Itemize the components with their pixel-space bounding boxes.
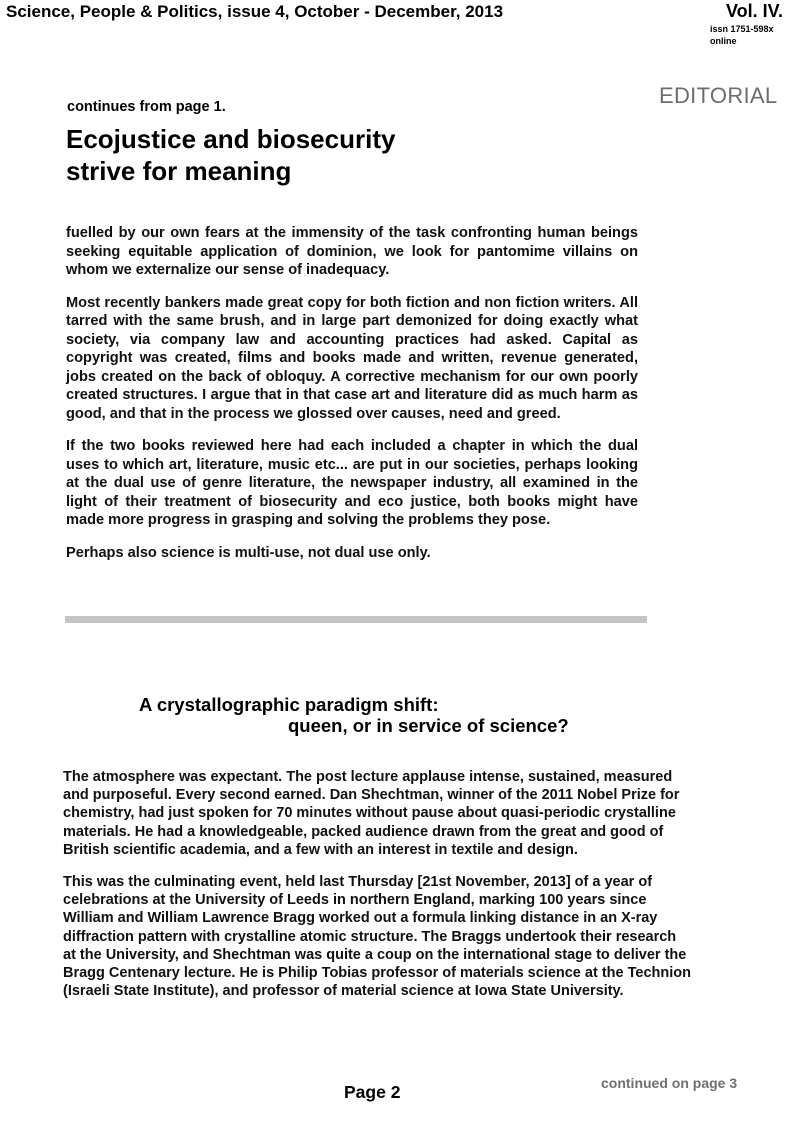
publication-name: Science, People & Politics, [6,2,223,21]
paragraph: This was the culminating event, held last Thursday [21st November, 2013] of a year of celebrations at the University of Leeds in northern England, marking 100 years since William and William Lawrence Bragg worked out a formula linking distance in an X-ray diffraction pattern with crystalline atomic structure. The Braggs undertook their research at the University, and Shechtman was quite a coup on the international stage to deliver the Bragg Centenary lecture. He is Philip Tobias professor of materials science at the Technion (Israeli State Institute), and professor of material science at Iowa State University. [63,874,691,1000]
article-title-line-1: Ecojustice and biosecurity [66,124,396,154]
paragraph: The atmosphere was expectant. The post lecture applause intense, sustained, measured and purposeful. Every second earned. Dan Shechtman, winner of the 2011 Nobel Prize for chemistry, had just spoken for 70 minutes without pause about quasi-periodic crystalline materials. He had a knowledgeable, packed audience drawn from the great and good of British scientific academia, and a few with an interest in textile and design. [63,769,680,858]
paragraph: fuelled by our own fears at the immensity of the task confronting human beings seeking equitable application of dominion, we look for pantomime villains on whom we externalize our sense of inadequacy. [66,225,638,278]
issn-block [710,23,774,47]
second-article-body [63,768,693,1014]
article-title [66,123,395,187]
paragraph: If the two books reviewed here had each included a chapter in which the dual uses to which art, literature, music etc... are put in our societies, perhaps looking at the dual use of genre literature, the newspaper industry, all examined in the light of their treatment of biosecurity and eco justice, both books might have made more progress in grasping and solving the problems they pose. [66,438,638,528]
volume-label: Vol. IV. [725,1,783,21]
article-title-line-2: strive for meaning [66,156,292,186]
section-label: EDITORIAL [659,83,778,108]
second-article-title-line-2: queen, or in service of science? [288,715,569,736]
section-divider [65,616,647,623]
article-body [66,224,638,576]
continued-on-note: continued on page 3 [601,1075,738,1091]
page-number: Page 2 [344,1082,401,1102]
paragraph: Most recently bankers made great copy for both fiction and non fiction writers. All tarred with the same brush, and in large part demonized for doing exactly what society, via company law and accounting practices had asked. Capital as copyright was created, films and books made and written, revenue generated, jobs created on the back of obloquy. A corrective mechanism for our own poorly created structures. I argue that in that case art and literature did as much harm as good, and that in the process we glossed over causes, need and greed. [66,294,638,422]
issn-format: online [710,36,737,46]
second-article-title-line-1: A crystallographic paradigm shift: [139,694,439,715]
issn-number: issn 1751-598x [710,24,774,34]
continues-from-note: continues from page 1. [67,99,226,115]
masthead-title [6,2,503,22]
paragraph: Perhaps also science is multi-use, not dual use only. [66,544,431,561]
issue-info: issue 4, October - December, 2013 [227,2,504,21]
